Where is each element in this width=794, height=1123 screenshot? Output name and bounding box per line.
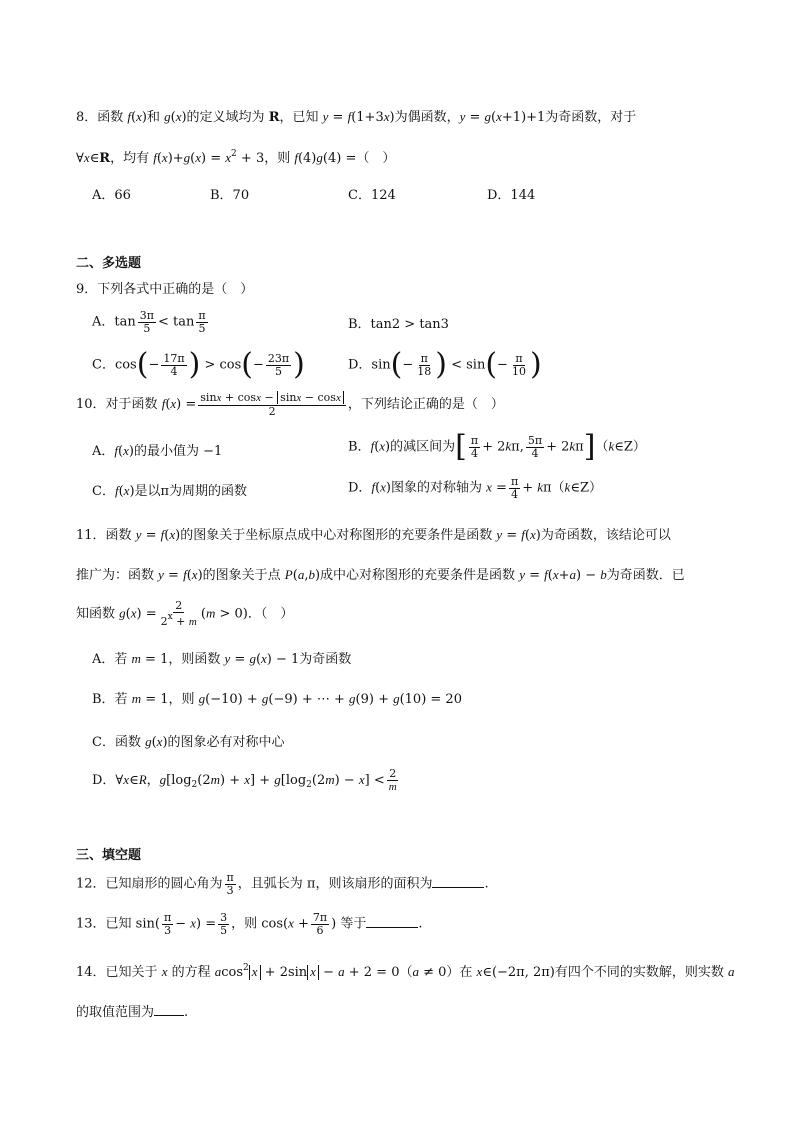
q8-option-a: A．66 bbox=[92, 188, 131, 203]
q11-line3: 知函数 g(x) = $\frac{2}{2^x + m}$ (m > 0)．（ ） bbox=[76, 599, 294, 628]
q8-option-d: D．144 bbox=[487, 188, 536, 203]
section-fill-in: 三、填空题 bbox=[76, 848, 142, 863]
q14-line1: 14．已知关于 x 的方程 acos$^2$ x + 2sin x − a + 2 = 0（a ≠ 0）在 x∈(−2π, 2π)有四个不同的实数解，则实数 a bbox=[76, 963, 735, 980]
q13-text: 13．已知 sin( $\frac{\pi}{3}$ − x) = $\frac{3}{5}$ ，则 cos(x + $\frac{7\pi}{6}$ ) 等于 . bbox=[76, 911, 423, 937]
q10-option-b: B．f(x)的减区间为[ $\frac{\pi}{4}$ + 2kπ, $\frac{5\pi}{4}$ + 2kπ]（k∈Z） bbox=[348, 429, 646, 464]
q9-stem: 9．下列各式中正确的是（ ） bbox=[76, 282, 254, 297]
q8-line2: ∀x∈R，均有 $f(x)+g(x) = x^2 + 3$，则 f(4)g(4) =（ ） bbox=[76, 149, 396, 166]
q8-option-b: B．70 bbox=[210, 188, 250, 203]
q8-line1: 8．函数 f(x)和 g(x)的定义域均为 R，已知 y = f(1+3x)为偶函数，y = g(x+1)+1为奇函数，对于 bbox=[76, 109, 637, 125]
q9-option-a: A．tan $\frac{3\pi}{5}$ < tan $\frac{\pi}{5}$ bbox=[92, 309, 206, 335]
q13-answer-blank[interactable] bbox=[366, 916, 418, 928]
q11-line1: 11．函数 y = f(x)的图象关于坐标原点成中心对称图形的充要条件是函数 y = f(x)为奇函数，该结论可以 bbox=[76, 527, 671, 543]
q10-option-a: A．f(x)的最小值为 −1 bbox=[92, 443, 223, 459]
q14-answer-blank[interactable] bbox=[154, 1004, 184, 1016]
q11-line2: 推广为：函数 y = f(x)的图象关于点 P(a,b)成中心对称图形的充要条件是函数 y = f(x+a) − b为奇函数．已 bbox=[76, 567, 685, 583]
q11-option-b: B．若 m = 1，则 g(−10) + g(−9) + ⋯ + g(9) + g(10) = 20 bbox=[92, 691, 462, 707]
q8-option-c: C．124 bbox=[348, 188, 396, 203]
section-multiple-choice: 二、多选题 bbox=[76, 256, 142, 271]
q9-option-d: D．sin(− $\frac{\pi}{18}$ ) < sin(− $\frac{\pi}{10}$ ) bbox=[348, 347, 542, 382]
q10-option-c: C．f(x)是以π为周期的函数 bbox=[92, 483, 248, 499]
q12-text: 12．已知扇形的圆心角为 $\frac{\pi}{3}$ ，且弧长为 π，则该扇形的面积为 . bbox=[76, 871, 489, 897]
q10-option-d: D．f(x)图象的对称轴为 x = $\frac{\pi}{4}$ + kπ（k∈Z） bbox=[348, 475, 602, 501]
q14-line2: 的取值范围为 . bbox=[76, 1005, 189, 1020]
q12-answer-blank[interactable] bbox=[432, 876, 484, 888]
q11-option-a: A．若 m = 1，则函数 y = g(x) − 1为奇函数 bbox=[92, 651, 352, 667]
q10-stem: 10．对于函数 f(x) = $\frac{\sin x + \cos x - \sin x - \cos x}{2}$ ，下列结论正确的是（ ） bbox=[76, 391, 504, 418]
q9-option-c: C．cos(− $\frac{17\pi}{4}$ ) > cos(− $\frac{23\pi}{5}$ ) bbox=[92, 347, 305, 382]
q9-option-b: B．tan2 > tan3 bbox=[348, 317, 449, 332]
q11-option-d: D．∀x∈R，$g[\log_2(2m) + x] + g[\log_2(2m) - x]$ < $\frac{2}{m}$ bbox=[92, 767, 397, 793]
q11-option-c: C．函数 g(x)的图象必有对称中心 bbox=[92, 734, 285, 750]
